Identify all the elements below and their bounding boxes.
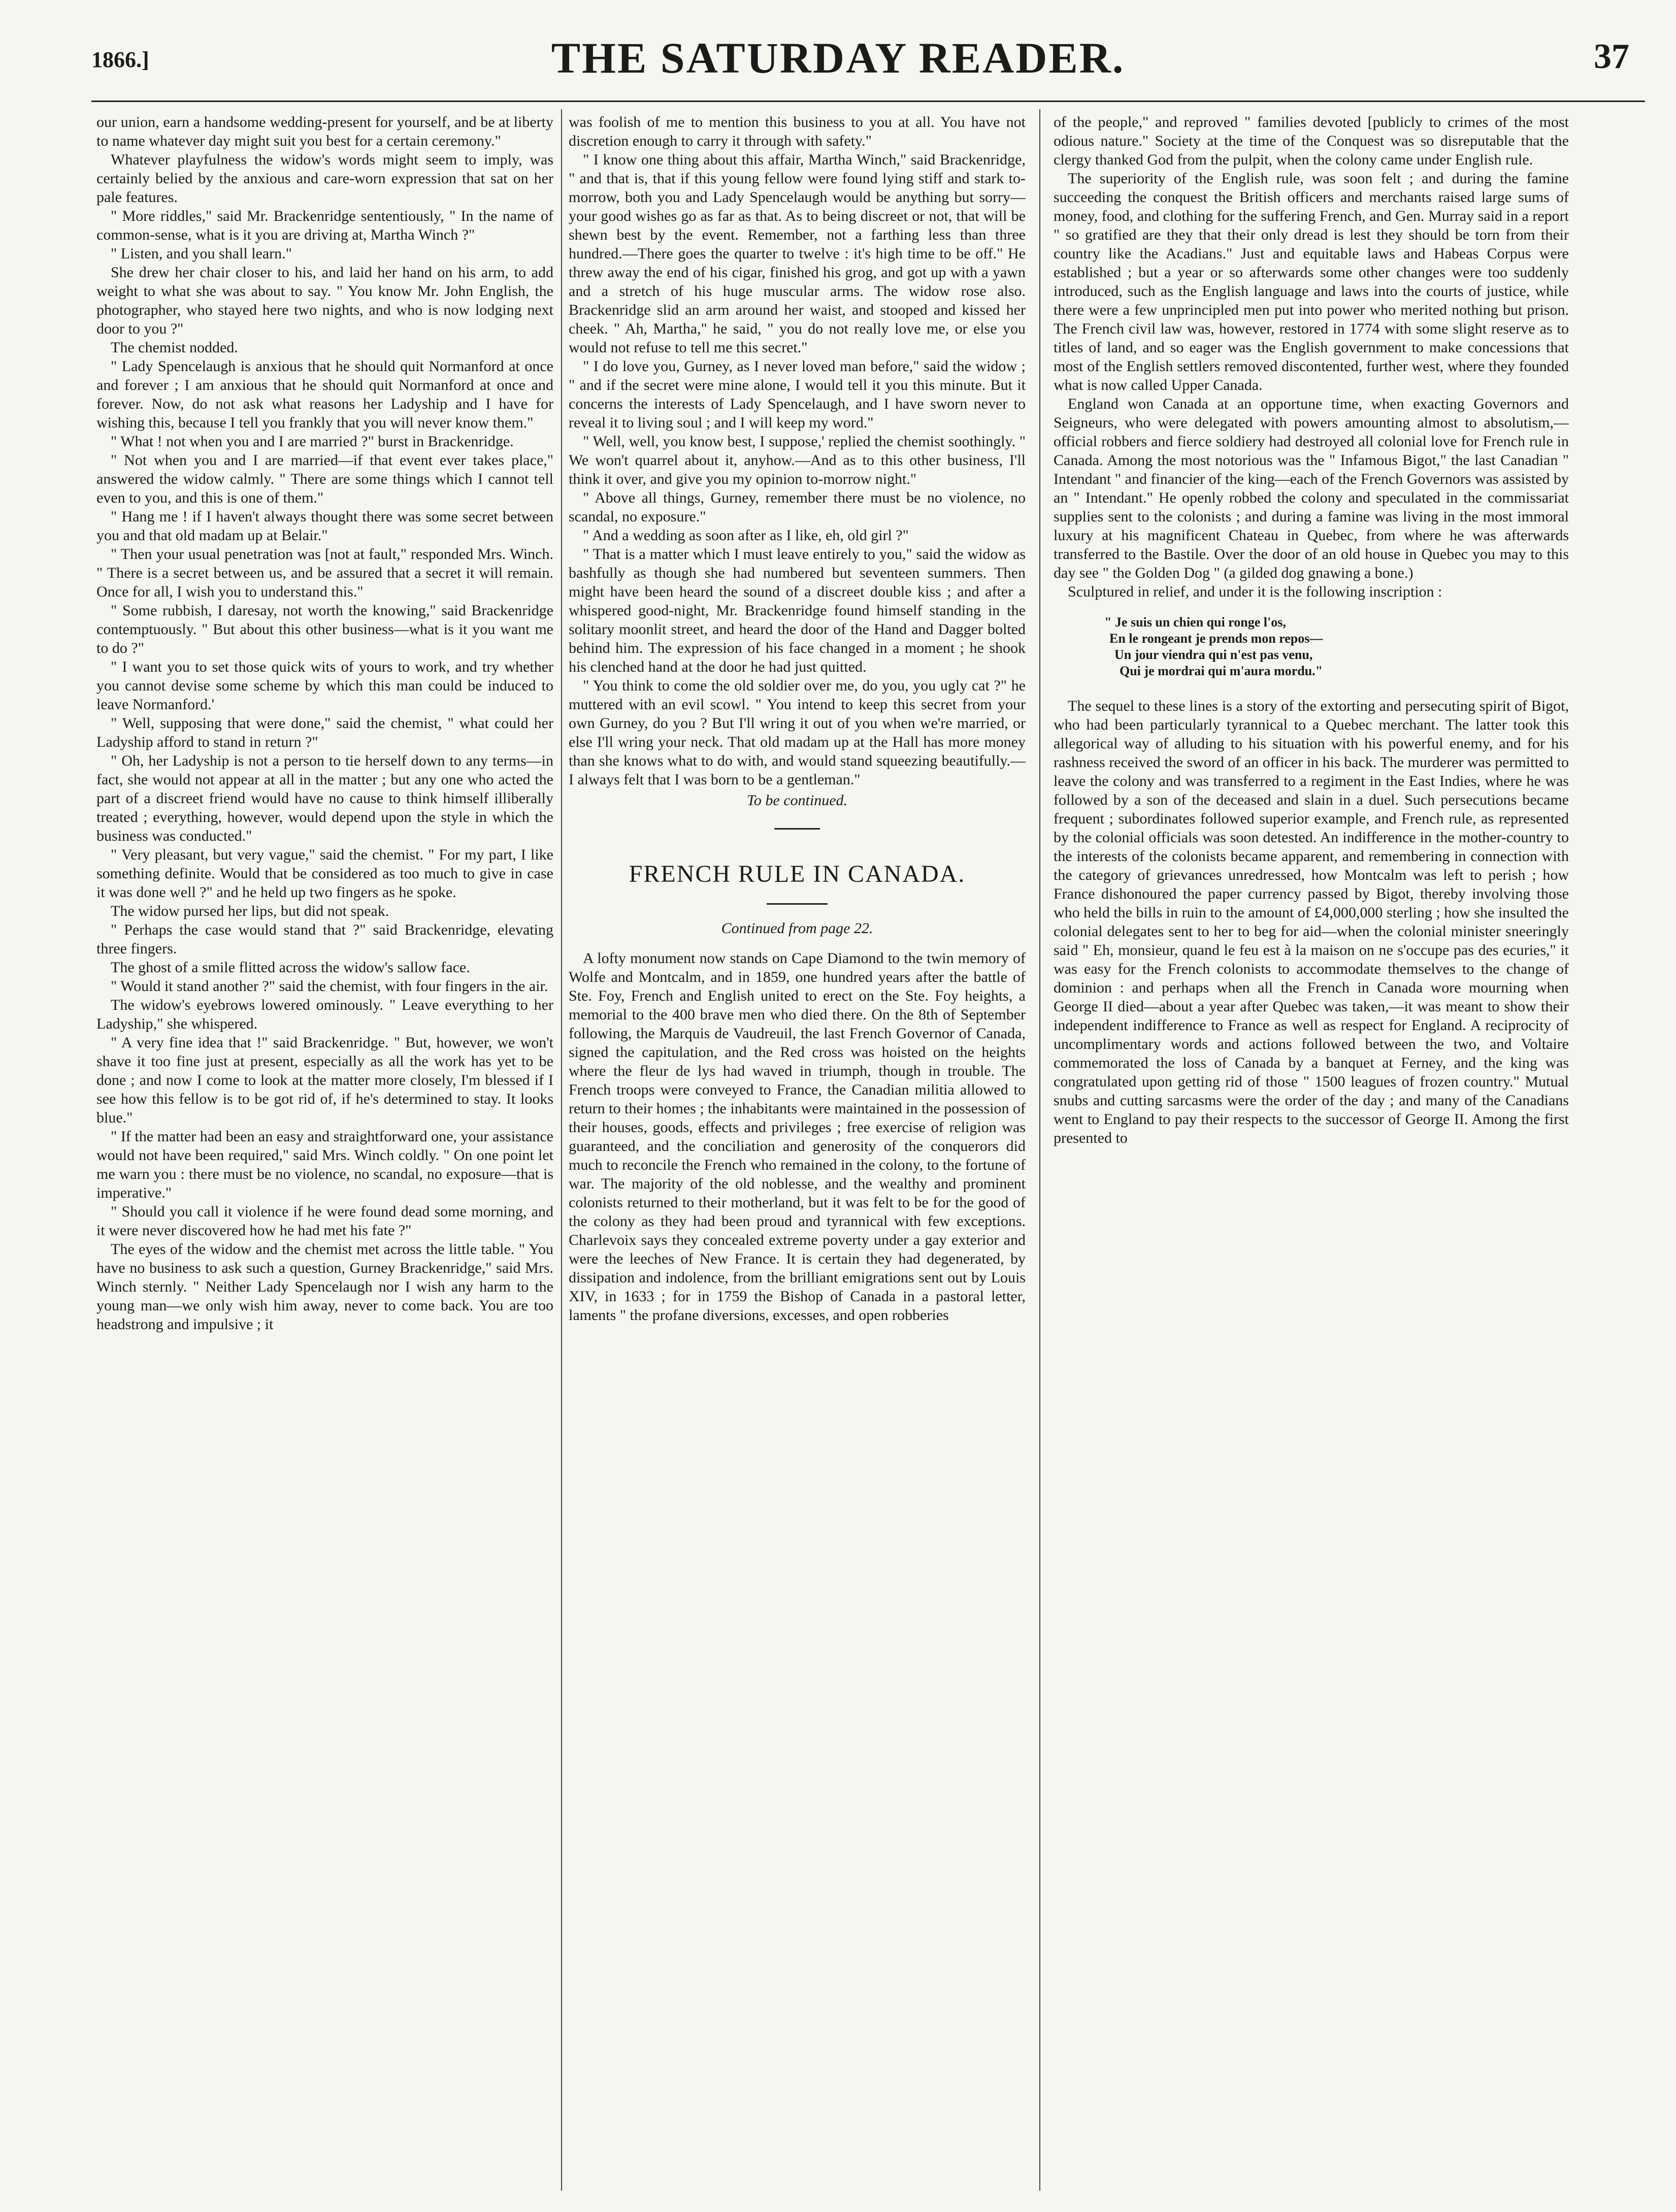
paragraph: " Well, well, you know best, I suppose,' replied the chemist soothingly. " We won't quarrel about it, anyhow.—And as to this other business, I'll think it over, and give you my opinion to-morrow night." [569,433,1026,487]
paragraph: " What ! not when you and I are married ?" burst in Brackenridge. [111,433,514,450]
verse-line: Un jour viendra qui n'est pas venu, [1114,647,1313,662]
paragraph: Sculptured in relief, and under it is the following inscription : [1068,583,1442,600]
paragraph: " Well, supposing that were done," said the chemist, " what could her Ladyship afford to stand in return ?" [96,715,553,750]
paragraph: our union, earn a handsome wedding-present for yourself, and be at liberty to name whatever day might suit you best for a certain ceremony." [96,114,553,149]
verse-line: Qui je mordrai qui m'aura mordu." [1120,664,1323,678]
paragraph: of the people," and reproved " families devoted [publicly to crimes of the most odious nature." Society at the time of the Conquest was so disreputable that the clergy thanked God from the pulpit, when the colony came under English rule. [1054,114,1569,168]
column-divider [561,109,562,2191]
paragraph: " I know one thing about this affair, Martha Winch," said Brackenridge, " and that is, that if this young fellow were found lying stiff and stark to-morrow, both you and Lady Spencelaugh would be anything but sorry—your good wishes go as far as that. As to being discreet or not, that will be shewn best by the event. Remember, not a farthing less than three hundred.—There goes the quarter to twelve : it's high time to be off." He threw away the end of his cigar, finished his grog, and got up with a yawn and a stretch of his huge muscular arms. The widow rose also. Brackenridge slid an arm around her waist, and stooped and kissed her cheek. " Ah, Martha," he said, " you do not really love me, or else you would not refuse to tell me this secret." [569,151,1026,356]
paragraph: The widow's eyebrows lowered ominously. " Leave everything to her Ladyship," she whispered. [96,997,553,1032]
paragraph: " Not when you and I are married—if that event ever takes place," answered the widow calmly. " There are some things which I cannot tell even to you, and this is one of them." [96,452,553,506]
article-title: FRENCH RULE IN CANADA. [629,861,966,887]
column-1 [96,113,553,2189]
column-divider [1039,109,1040,2191]
verse-line: En le rongeant je prends mon repos— [1109,631,1323,646]
section-rule [774,828,820,830]
paragraph: The widow pursed her lips, but did not speak. [111,903,389,919]
paragraph: " More riddles," said Mr. Brackenridge sententiously, " In the name of common-sense, what is it you are driving at, Martha Winch ?" [96,208,553,243]
paragraph: was foolish of me to mention this business to you at all. You have not discretion enough to carry it through with safety." [569,114,1026,149]
paragraph: " Perhaps the case would stand that ?" said Brackenridge, elevating three fingers. [96,921,553,957]
header-rule [91,101,1645,102]
paragraph: " And a wedding as soon after as I like, eh, old girl ?" [583,527,909,544]
paragraph: " Above all things, Gurney, remember there must be no violence, no scandal, no exposure." [569,489,1026,525]
paragraph: " Would it stand another ?" said the chemist, with four fingers in the air. [111,978,548,995]
title-rule [767,903,828,905]
column-2 [569,113,1026,2189]
paragraph: " That is a matter which I must leave entirely to you," said the widow as bashfully as though she had numbered but seventeen summers. Then might have been heard the sound of a discreet double kiss ; and after a whispered good-night, Mr. Brackenridge found himself standing in the solitary moonlit street, and heard the door of the Hand and Dagger bolted behind him. The expression of his face changed in a moment ; he shook his clenched hand at the door he had just quitted. [569,546,1026,675]
paragraph: A lofty monument now stands on Cape Diamond to the twin memory of Wolfe and Montcalm, and in 1859, one hundred years after the battle of Ste. Foy, French and English united to erect on the Ste. Foy heights, a memorial to the 400 brave men who died there. On the 8th of September following, the Marquis de Vaudreuil, the last French Governor of Canada, signed the capitulation, and the Red cross was hoisted on the heights where the fleur de lys had waved in triumph, though in trouble. The French troops were conveyed to France, the Canadian militia allowed to return to their homes ; the inhabitants were maintained in the possession of their houses, goods, effects and privileges ; free exercise of religion was guaranteed, and the conciliation and generosity of the conquerors did much to reconcile the French who remained in the colony, to the fortune of war. The majority of the old noblesse, and the wealthy and prominent colonists returned to their motherland, but it was felt to be for the good of the colony as they had been proud and tyrannical with few exceptions. Charlevoix says they concealed extreme poverty under a gay exterior and were the leeches of New France. It is certain they had degenerated, by dissipation and indolence, from the brilliant emigrations sent out by Louis XIV, in 1633 ; for in 1759 the Bishop of Canada in a pastoral letter, laments " the profane diversions, excesses, and open robberies [569,950,1026,1324]
page-number: 37 [1594,37,1629,76]
paragraph: " A very fine idea that !" said Brackenridge. " But, however, we won't shave it too fine just at present, especially as all the work has yet to be done ; and now I come to look at the matter more closely, I'm blessed if I see how this fellow is to be got rid of, if he's determined to stay. It looks blue." [96,1034,553,1126]
paragraph: She drew her chair closer to his, and laid her hand on his arm, to add weight to what she was about to say. " You know Mr. John English, the photographer, who stayed here two nights, and who is now lodging next door to you ?" [96,264,553,337]
paragraph: " You think to come the old soldier over me, do you, you ugly cat ?" he muttered with an evil scowl. " You intend to keep this secret from your own Gurney, do you ? But I'll wring it out of you when we're married, or else I'll wring your neck. That old madam up at the Hall has more money than she knows what to do with, and would stand squeezing beautifully.—I always felt that I was born to be a gentleman." [569,677,1026,788]
paragraph: " Should you call it violence if he were found dead some morning, and it were never discovered how he had met his fate ?" [96,1203,553,1239]
page-header [0,0,1676,107]
paragraph: The eyes of the widow and the chemist met across the little table. " You have no business to ask such a question, Gurney Brackenridge," said Mrs. Winch sternly. " Neither Lady Spencelaugh nor I wish any harm to the young man—we only wish him away, never to come back. You are too headstrong and impulsive ; it [96,1241,553,1333]
to-be-continued: To be continued. [746,792,848,809]
paragraph: " Then your usual penetration was [not at fault," responded Mrs. Winch. " There is a secret between us, and be assured that a secret it will remain. Once for all, I wish you to understand this." [96,546,553,600]
paragraph: " If the matter had been an easy and straightforward one, your assistance would not have been required," said Mrs. Winch coldly. " On one point let me warn you : there must be no violence, no scandal, no exposure—that is imperative." [96,1128,553,1201]
paragraph: The superiority of the English rule, was soon felt ; and during the famine succeeding the conquest the British officers and merchants raised large sums of money, food, and clothing for the suffering French, and Gen. Murray said in a report " so gratified are they that their only dread is lest they should be torn from their country like the Acadians." Just and equitable laws and Habeas Corpus were established ; but a year or so afterwards some other changes were too suddenly introduced, such as the English language and laws into the courts of justice, while there were a few unprincipled men put into power who merited nothing but prison. The French civil law was, however, restored in 1774 with some slight reserve as to titles of land, and so eager was the English government to make concessions that most of the English settlers removed discontented, further west, where they founded what is now called Upper Canada. [1054,170,1569,393]
paragraph: The ghost of a smile flitted across the widow's sallow face. [111,959,470,976]
paragraph: The chemist nodded. [111,339,238,356]
paragraph: " I want you to set those quick wits of yours to work, and try whether you cannot devise some scheme by which this man could be induced to leave Normanford.' [96,658,553,713]
paragraph: " Oh, her Ladyship is not a person to tie herself down to any terms—in fact, she would not appear at all in the matter ; but any one who acted the part of a discreet friend would have no cause to think himself illiberally treated ; everything, however, would depend upon the style in which the business was conducted." [96,752,553,844]
column-3 [1054,113,1569,2189]
paragraph: " I do love you, Gurney, as I never loved man before," said the widow ; " and if the secret were mine alone, I would tell it you this minute. But it concerns the interests of Lady Spencelaugh, and I have sworn never to reveal it to living soul ; and I will keep my word." [569,358,1026,431]
paragraph: " Lady Spencelaugh is anxious that he should quit Normanford at once and forever ; I am anxious that he should quit Normanford at once and forever. Now, do not ask what reasons her Ladyship and I have for wishing this, because I tell you frankly that you will never know them." [96,358,553,431]
paragraph: " Listen, and you shall learn." [111,245,292,262]
continued-from: Continued from page 22. [721,920,873,937]
verse-line: " Je suis un chien qui ronge l'os, [1104,615,1286,630]
paragraph: The sequel to these lines is a story of the extorting and persecuting spirit of Bigot, who had been particularly tyrannical to a Quebec merchant. The latter took this allegorical way of alluding to his situation with his powerful enemy, and for his rashness received the sword of an officer in his back. The murderer was permitted to leave the colony and was transferred to a regiment in the East Indies, where he was followed by a son of the deceased and slain in a duel. Such persecutions became frequent ; subordinates followed superior example, and French rule, as represented by the colonial officials was soon detested. An indifference in the mother-country to the interests of the colonists became apparent, and remembering in connection with the category of grievances unredressed, how Montcalm was left to perish ; how France dishonoured the paper currency passed by Bigot, thereby involving those who held the bills in ruin to the amount of £4,000,000 sterling ; how she insulted the colonial delegates sent to her to beg for aid—when the colonial minister sneeringly said " Eh, monsieur, quand le feu est à la maison on ne s'occupe pas des ecuries," it was easy for the French colonists to accommodate themselves to the change of dominion : and perhaps when all the French in Canada wore mourning when George II died—about a year after Quebec was taken,—it was meant to show their independent indifference to France as well as respect for England. A reciprocity of uncomplimentary words and actions followed between the two, and Voltaire commemorated the loss of Canada by a banquet at Ferney, and the king was congratulated upon getting rid of those " 1500 leagues of frozen country." Mutual snubs and cutting sarcasms were the order of the day ; and many of the Canadians went to England to pay their respects to the successor of George II. Among the first presented to [1054,698,1569,1146]
newspaper-title: THE SATURDAY READER. [551,34,1125,82]
paragraph: " Hang me ! if I haven't always thought there was some secret between you and that old madam up at Belair." [96,508,553,544]
paragraph: Whatever playfulness the widow's words might seem to imply, was certainly belied by the anxious and care-worn expression that sat on her pale features. [96,151,553,206]
paragraph: " Very pleasant, but very vague," said the chemist. " For my part, I like something definite. Would that be considered as too much to give in case it was done well ?" and he held up two fingers as he spoke. [96,846,553,901]
header-year: 1866.] [91,47,149,72]
paragraph: England won Canada at an opportune time, when exacting Governors and Seigneurs, who were delegated with powers amounting almost to absolutism,—official robbers and fierce soldiery had destroyed all colonial love for French rule in Canada. Among the most notorious was the " Infamous Bigot," the last Canadian " Intendant " and financier of the king—each of the French Governors was assisted by an " Intendant." He openly robbed the colony and speculated in the commissariat supplies sent to the colonists ; and during a famine was living in the most immoral luxury at his magnificent Chateau in Quebec, from where he was afterwards transferred to the Bastile. Over the door of an old house in Quebec you may to this day see " the Golden Dog " (a gilded dog gnawing a bone.) [1054,395,1569,581]
paragraph: " Some rubbish, I daresay, not worth the knowing," said Brackenridge contemptuously. " But about this other business—what is it you want me to do ?" [96,602,553,656]
inscription-verse [1104,614,1569,679]
